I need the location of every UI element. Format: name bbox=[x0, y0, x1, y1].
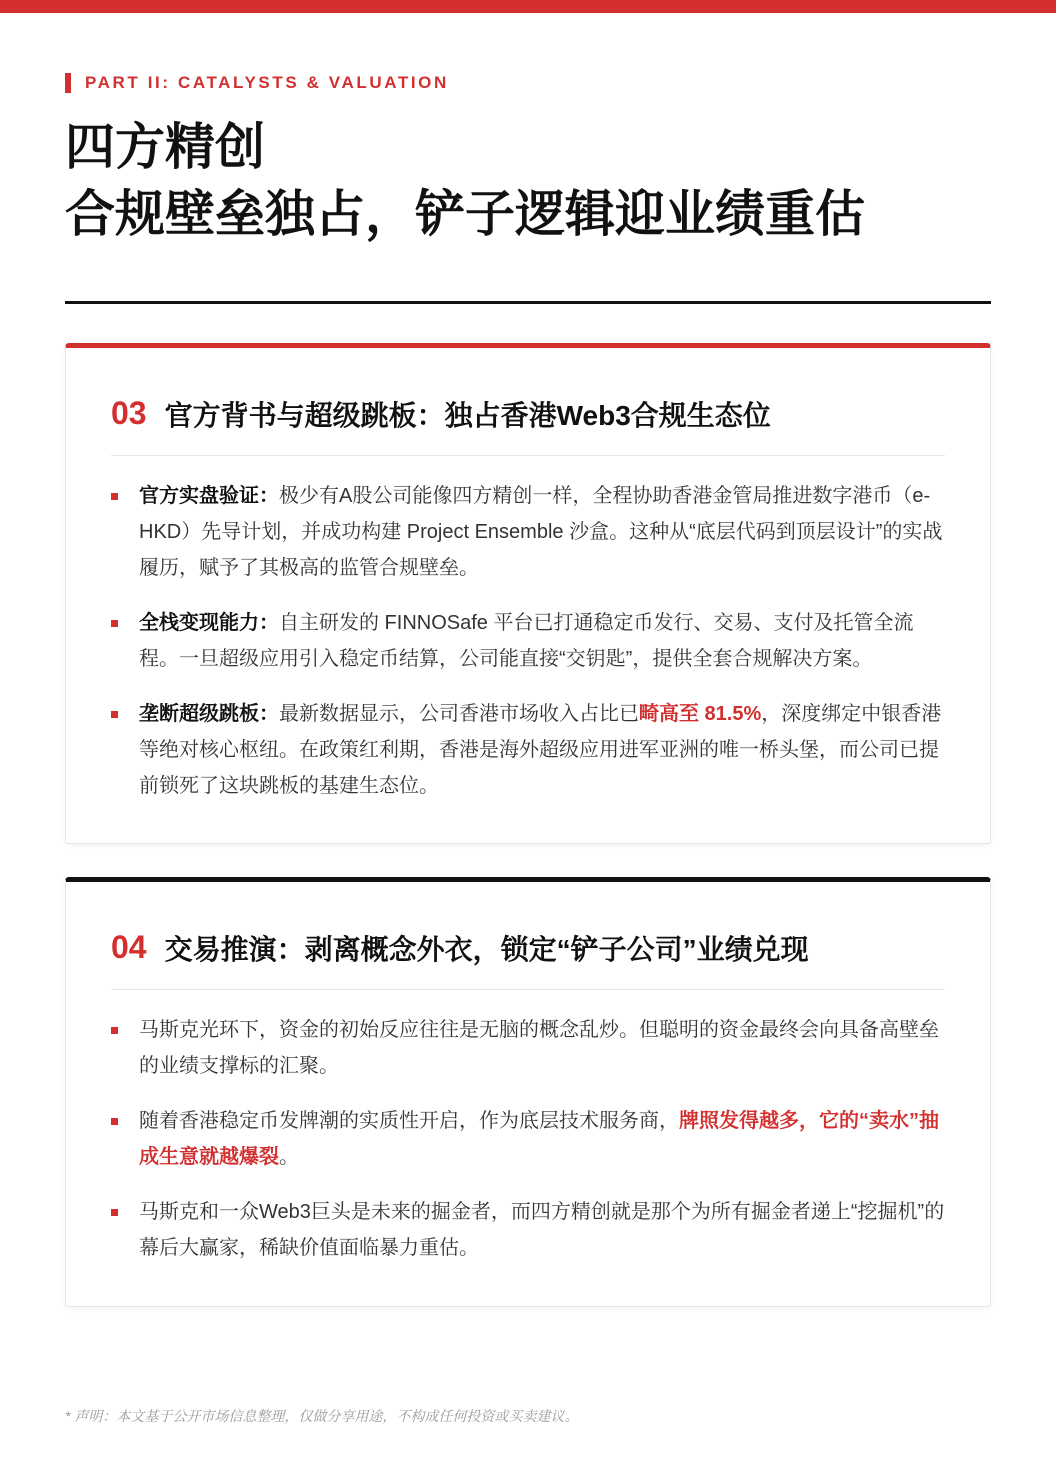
item-label: 全栈变现能力： bbox=[139, 612, 279, 634]
bullet-list bbox=[111, 456, 945, 804]
section-heading: 交易推演：剥离概念外衣，锁定“铲子公司”业绩兑现 bbox=[164, 933, 809, 965]
list-item bbox=[111, 696, 945, 804]
disclaimer: * 声明：本文基于公开市场信息整理，仅做分享用途，不构成任何投资或买卖建议。 bbox=[65, 1408, 579, 1424]
item-text: 最新数据显示，公司香港市场收入占比已 bbox=[279, 703, 639, 725]
item-text: 随着香港稳定币发牌潮的实质性开启，作为底层技术服务商， bbox=[139, 1110, 679, 1132]
section-card-04 bbox=[65, 877, 991, 1307]
card-header bbox=[111, 882, 945, 990]
item-text: 自主研发的 FINNOSafe 平台已打通稳定币发行、交易、支付及托管全流程。一旦超级应用引入稳定币结算，公司能直接“交钥匙”，提供全套合规解决方案。 bbox=[139, 612, 914, 670]
item-text: ，深度绑定中银香港等绝对核心枢纽。在政策红利期，香港是海外超级应用进军亚洲的唯一桥头堡，而公司已提前锁死了这块跳板的基建生态位。 bbox=[139, 703, 942, 797]
list-item bbox=[111, 605, 945, 677]
item-text: 马斯克光环下，资金的初始反应往往是无脑的概念乱炒。但聪明的资金最终会向具备高壁垒的业绩支撑标的汇聚。 bbox=[139, 1019, 939, 1077]
page-title bbox=[65, 114, 865, 248]
bullet-list bbox=[111, 990, 945, 1266]
highlight-text: 牌照发得越多，它的“卖水”抽成生意就越爆裂 bbox=[139, 1110, 939, 1168]
list-item bbox=[111, 478, 945, 586]
section-number: 03 bbox=[111, 395, 147, 431]
title-line-2: 合规壁垒独占，铲子逻辑迎业绩重估 bbox=[65, 186, 865, 242]
list-item bbox=[111, 1103, 945, 1175]
title-line-1: 四方精创 bbox=[65, 119, 265, 175]
top-accent-bar bbox=[0, 0, 1056, 13]
card-header bbox=[111, 348, 945, 456]
title-divider bbox=[65, 301, 991, 304]
item-text: 马斯克和一众Web3巨头是未来的掘金者，而四方精创就是那个为所有掘金者递上“挖掘机”的幕后大赢家，稀缺价值面临暴力重估。 bbox=[139, 1201, 945, 1259]
item-text: 。 bbox=[279, 1146, 299, 1168]
item-label: 官方实盘验证： bbox=[139, 485, 279, 507]
item-label: 垄断超级跳板： bbox=[139, 703, 279, 725]
section-kicker: PART II: CATALYSTS & VALUATION bbox=[65, 73, 449, 93]
section-heading: 官方背书与超级跳板：独占香港Web3合规生态位 bbox=[164, 399, 771, 431]
section-number: 04 bbox=[111, 929, 147, 965]
section-card-03 bbox=[65, 343, 991, 844]
list-item bbox=[111, 1194, 945, 1266]
item-text: 极少有A股公司能像四方精创一样，全程协助香港金管局推进数字港币（e-HKD）先导计划，并成功构建 Project Ensemble 沙盒。这种从“底层代码到顶层设计”的实战履历，赋予了其极高的监管合规壁垒。 bbox=[139, 485, 943, 579]
highlight-text: 畸高至 81.5% bbox=[639, 703, 762, 725]
list-item bbox=[111, 1012, 945, 1084]
